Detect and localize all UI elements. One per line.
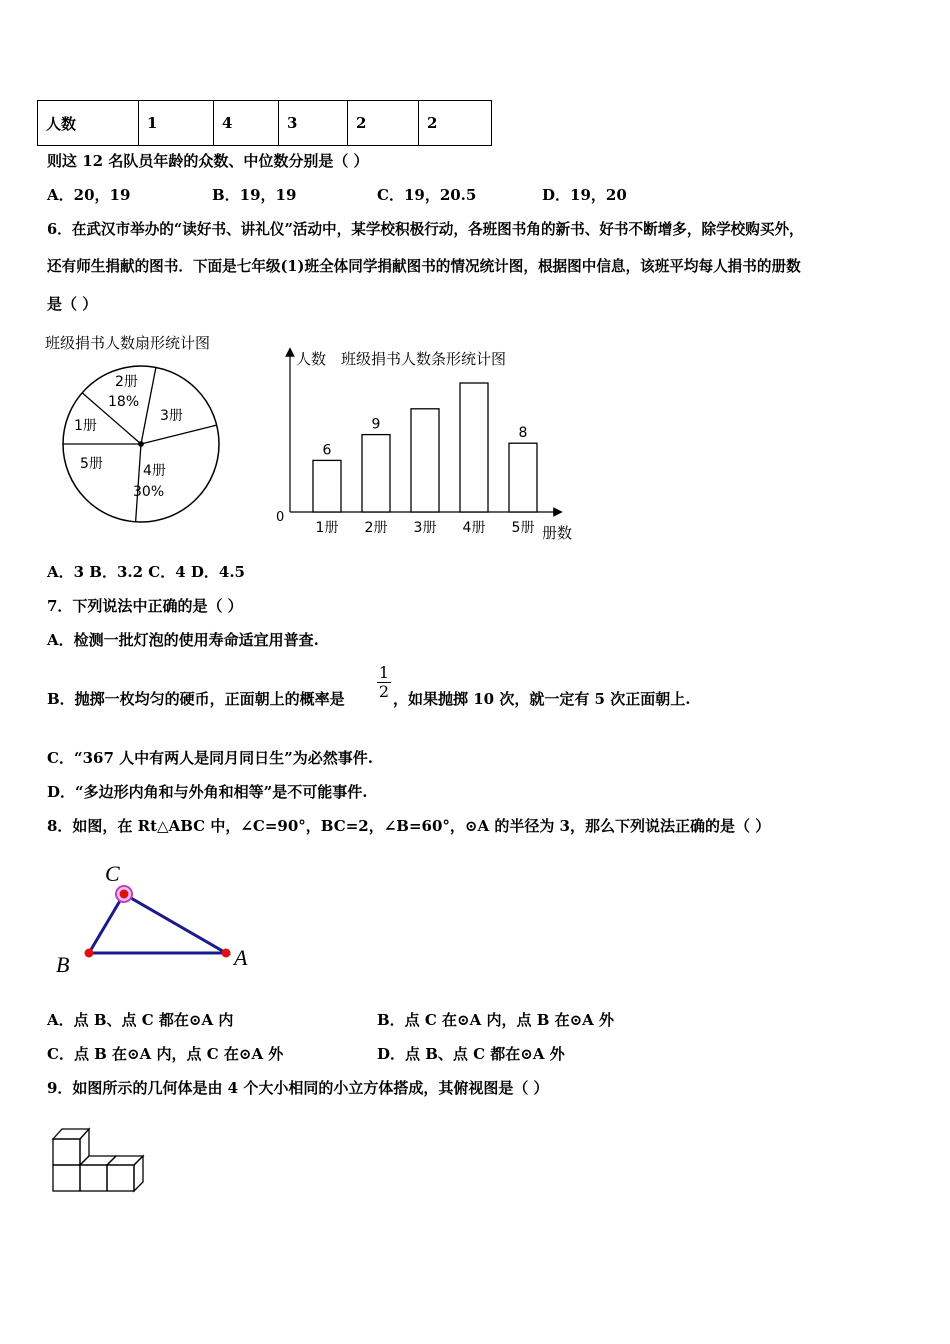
triangle-figure xyxy=(50,855,270,985)
bar-category-label: 4册 xyxy=(462,520,486,536)
table-cell: 3 xyxy=(279,101,348,146)
label-b: B xyxy=(56,952,70,977)
q8-option-a: A．点 B、点 C 都在⊙A 内 xyxy=(47,1011,234,1029)
table-cell: 4 xyxy=(214,101,279,146)
q6-line3: 是（ ） xyxy=(47,295,98,313)
table-cell: 2 xyxy=(348,101,419,146)
bar-chart-title: 班级捐书人数条形统计图 xyxy=(341,350,507,368)
bar-4 xyxy=(460,383,488,512)
x-axis-label: 册数 xyxy=(542,524,573,542)
q7-option-b-pre: B．抛掷一枚均匀的硬币，正面朝上的概率是 xyxy=(47,690,345,708)
q5-option-c: C．19，20.5 xyxy=(377,186,477,204)
q8-option-c: C．点 B 在⊙A 内，点 C 在⊙A 外 xyxy=(47,1045,284,1063)
table-row xyxy=(38,101,492,146)
fraction-numerator: 1 xyxy=(378,663,390,682)
table-header-cell: 人数 xyxy=(38,101,139,146)
q8-option-d: D．点 B、点 C 都在⊙A 外 xyxy=(377,1045,565,1063)
fraction-denominator: 2 xyxy=(378,682,390,701)
q8-option-b: B．点 C 在⊙A 内，点 B 在⊙A 外 xyxy=(377,1011,615,1029)
fraction-one-half xyxy=(377,664,391,701)
bar-chart xyxy=(270,340,590,550)
y-axis-label: 人数 xyxy=(296,350,327,368)
table-cell: 1 xyxy=(139,101,214,146)
q5-option-d: D．19，20 xyxy=(542,186,627,204)
pie-label-2: 2册 xyxy=(115,374,138,390)
q5-option-b: B．19，19 xyxy=(212,186,297,204)
bar-value-label: 9 xyxy=(371,416,381,433)
bar-category-label: 1册 xyxy=(315,520,339,536)
point-b xyxy=(85,949,94,958)
point-a xyxy=(222,949,231,958)
q7-option-c: C．“367 人中有两人是同月同日生”为必然事件. xyxy=(47,749,373,767)
pie-percent-2: 18% xyxy=(108,394,140,410)
triangle-abc xyxy=(89,894,226,953)
table-cell: 2 xyxy=(419,101,492,146)
q7-option-a: A．检测一批灯泡的使用寿命适宜用普查. xyxy=(47,631,319,649)
label-a: A xyxy=(234,945,248,970)
q6-line1: 6．在武汉市举办的“读好书、讲礼仪”活动中，某学校积极行动，各班图书角的新书、好书不断增多，除学校购买外， xyxy=(47,221,804,238)
pie-center xyxy=(139,442,143,446)
point-c xyxy=(120,890,129,899)
bar-value-label: 8 xyxy=(518,425,528,442)
pie-label-1: 1册 xyxy=(74,418,97,434)
label-c: C xyxy=(105,861,120,886)
bar-2 xyxy=(362,435,390,512)
q7-question: 7．下列说法中正确的是（ ） xyxy=(47,597,243,615)
q8-question: 8．如图，在 Rt△ABC 中，∠C=90°，BC=2，∠B=60°，⊙A 的半径为 3，那么下列说法正确的是（ ） xyxy=(47,817,771,835)
age-count-table xyxy=(37,100,492,146)
bar-5 xyxy=(509,443,537,512)
pie-divider xyxy=(136,444,141,522)
q5-option-a: A．20，19 xyxy=(47,186,131,204)
bar-1 xyxy=(313,460,341,512)
cube-figure xyxy=(48,1122,158,1202)
q6-line2: 还有师生捐献的图书．下面是七年级(1)班全体同学捐献图书的情况统计图，根据图中信息，该班平均每人捐书的册数 xyxy=(47,258,801,275)
pie-divider xyxy=(141,367,156,444)
bar-3 xyxy=(411,409,439,512)
pie-label-4: 4册 xyxy=(143,463,166,479)
pie-label-5: 5册 xyxy=(80,456,103,472)
q7-option-d: D．“多边形内角和与外角和相等”是不可能事件. xyxy=(47,783,368,801)
q6-options: A．3 B．3.2 C．4 D．4.5 xyxy=(47,563,245,581)
pie-divider xyxy=(141,425,217,444)
q5-question: 则这 12 名队员年龄的众数、中位数分别是（ ） xyxy=(47,152,369,170)
pie-label-3: 3册 xyxy=(160,408,183,424)
bar-category-label: 2册 xyxy=(364,520,388,536)
bar-value-label: 6 xyxy=(322,442,332,459)
pie-title: 班级捐书人数扇形统计图 xyxy=(45,334,211,352)
origin-label: 0 xyxy=(276,510,285,525)
bar-category-label: 3册 xyxy=(413,520,437,536)
pie-percent-4: 30% xyxy=(133,484,165,500)
q7-option-b-post: ，如果抛掷 10 次，就一定有 5 次正面朝上. xyxy=(393,690,691,708)
pie-chart xyxy=(40,330,240,530)
bar-category-label: 5册 xyxy=(511,520,535,536)
q9-question: 9．如图所示的几何体是由 4 个大小相同的小立方体搭成，其俯视图是（ ） xyxy=(47,1079,549,1097)
